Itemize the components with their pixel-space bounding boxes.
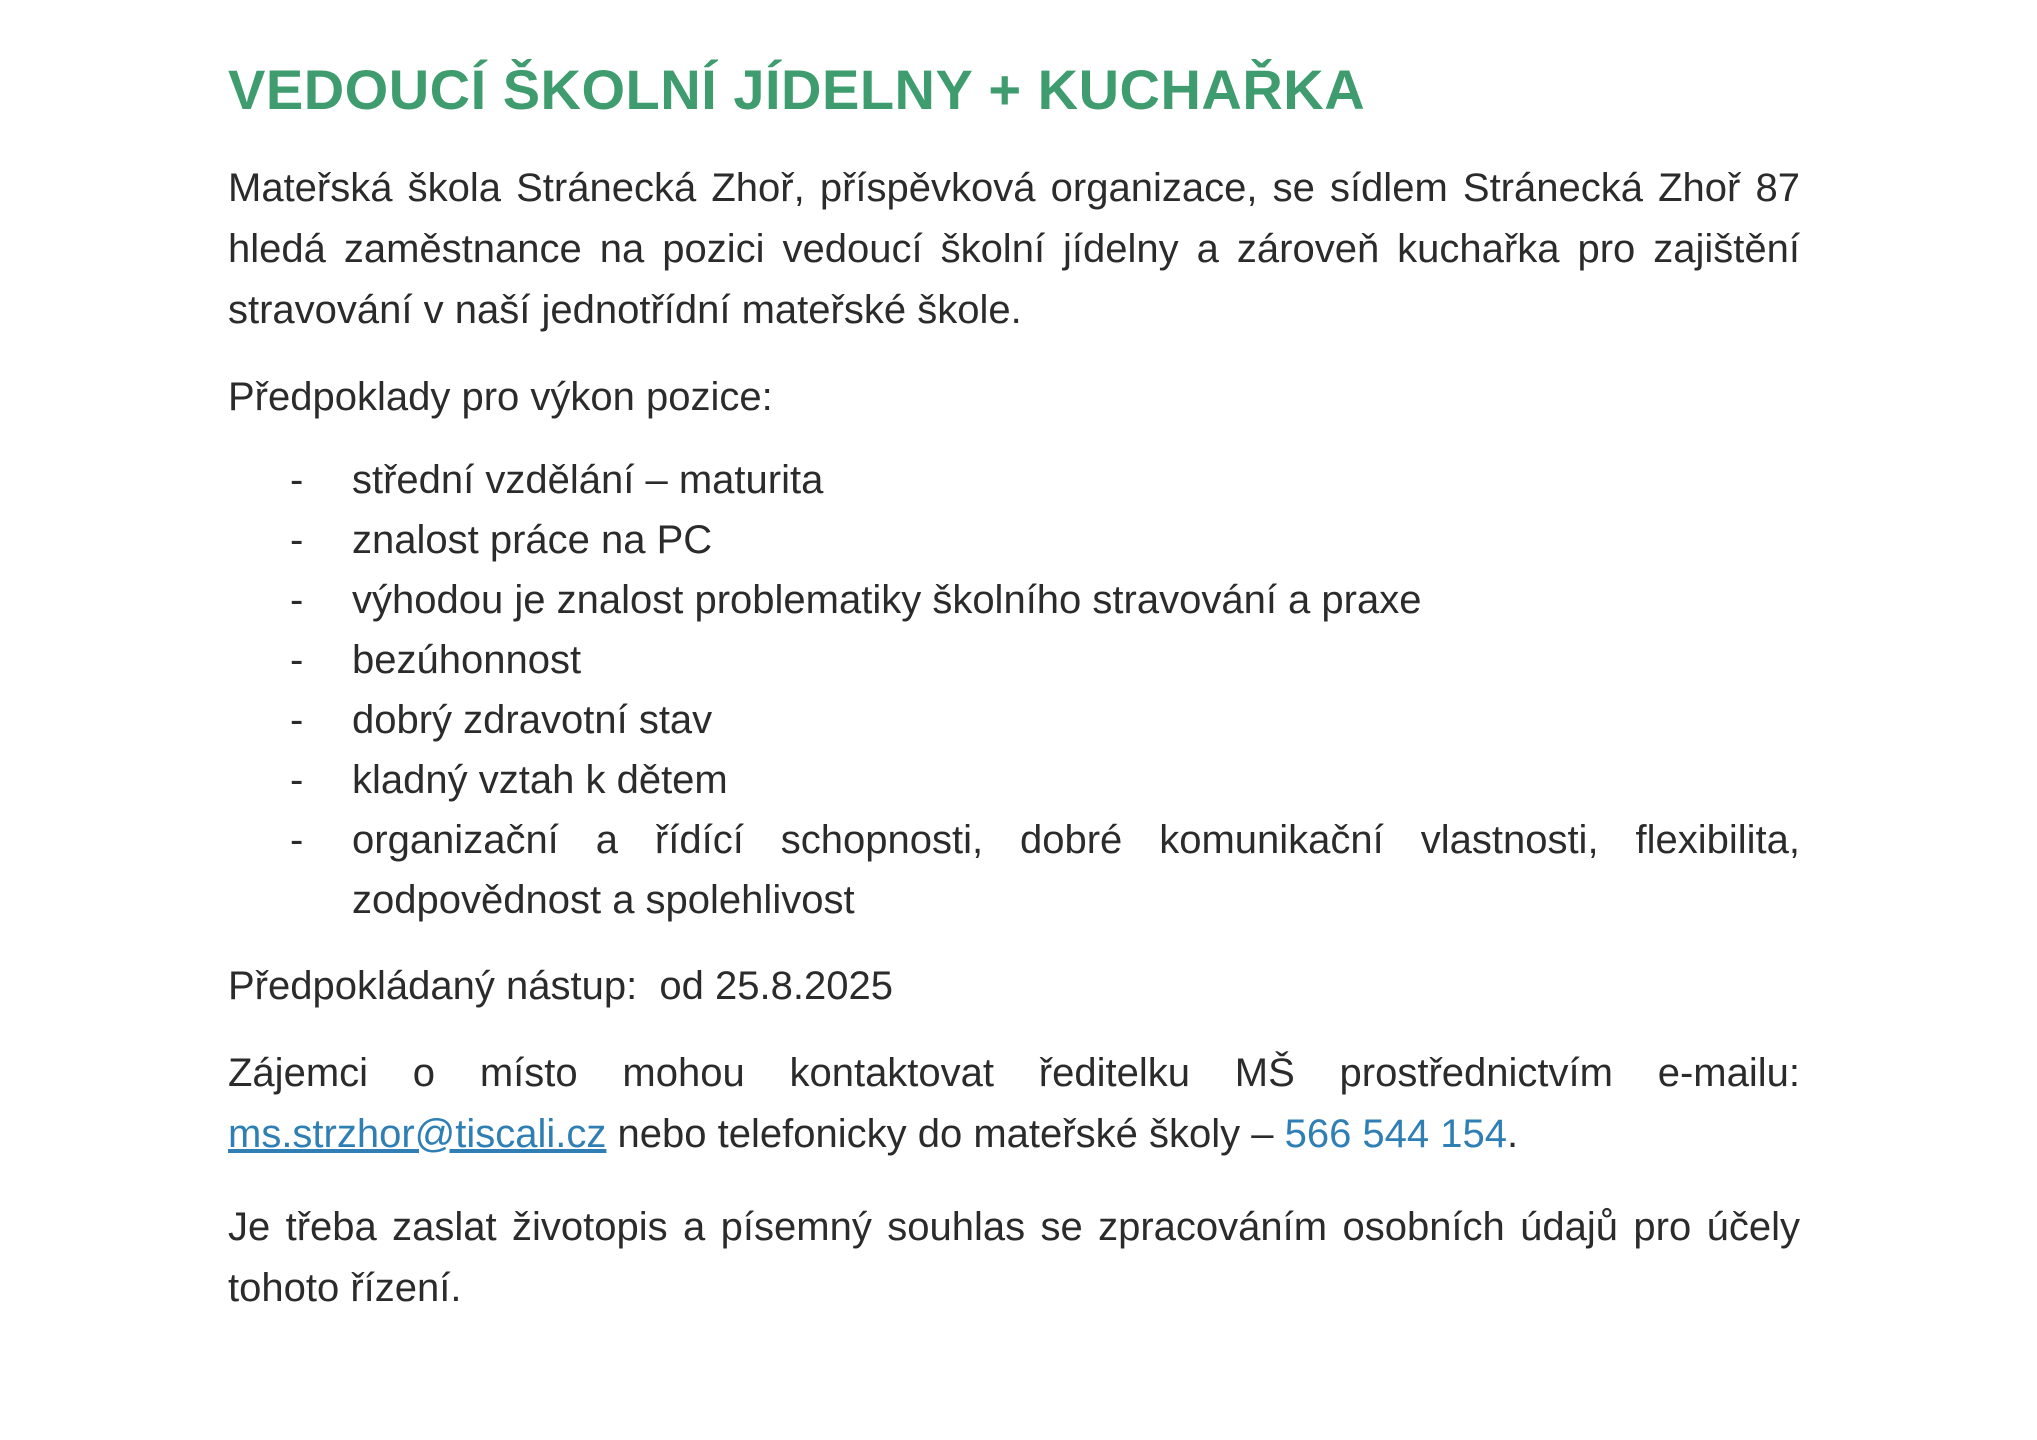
bullet-dash: - [290,638,304,682]
start-date-line [228,956,1800,1017]
list-item-text: výhodou je znalost problematiky školního stravování a praxe [352,578,1422,622]
contact-text: Zájemci o místo mohou kontaktovat ředitelku MŠ prostřednictvím e-mailu: [228,1051,1800,1095]
list-item-text: kladný vztah k dětem [352,758,728,802]
list-item [228,510,1800,570]
requirements-list [228,450,1800,930]
bullet-dash: - [290,458,304,502]
list-item-text: bezúhonnost [352,638,582,682]
document-page [228,52,1800,1319]
cv-paragraph: Je třeba zaslat životopis a písemný souhlas se zpracováním osobních údajů pro účely tohoto řízení. [228,1205,1800,1310]
contact-paragraph [228,1043,1800,1165]
bullet-dash: - [290,698,304,742]
requirements-heading: Předpoklady pro výkon pozice: [228,375,773,419]
bullet-dash: - [290,578,304,622]
list-item [228,630,1800,690]
list-item-text: organizační a řídící schopnosti, dobré komunikační vlastnosti, flexibilita, zodpovědnost a spolehlivost [352,818,1800,922]
list-item-text: znalost práce na PC [352,518,713,562]
list-item-text: dobrý zdravotní stav [352,698,713,742]
bullet-dash: - [290,518,304,562]
intro-paragraph: Mateřská škola Stránecká Zhoř, příspěvková organizace, se sídlem Stránecká Zhoř 87 hledá zaměstnance na pozici vedoucí školní jídelny a zároveň kuchařka pro zajištění stravování v naší jednotřídní mateřské škole. [228,166,1800,332]
contact-end: . [1507,1112,1519,1156]
email-link[interactable]: ms.strzhor@tiscali.cz [228,1112,607,1156]
list-item [228,810,1800,930]
list-item-text: střední vzdělání – maturita [352,458,824,502]
list-item [228,570,1800,630]
list-item [228,750,1800,810]
start-date-value: od 25.8.2025 [659,964,893,1008]
phone-number: 566 544 154 [1284,1112,1508,1156]
start-date-label: Předpokládaný nástup: [228,964,638,1008]
contact-middle-text: nebo telefonicky do mateřské školy – [617,1112,1274,1156]
bullet-dash: - [290,818,304,862]
page-title: VEDOUCÍ ŠKOLNÍ JÍDELNY + KUCHAŘKA [228,58,1366,121]
list-item [228,450,1800,510]
bullet-dash: - [290,758,304,802]
list-item [228,690,1800,750]
